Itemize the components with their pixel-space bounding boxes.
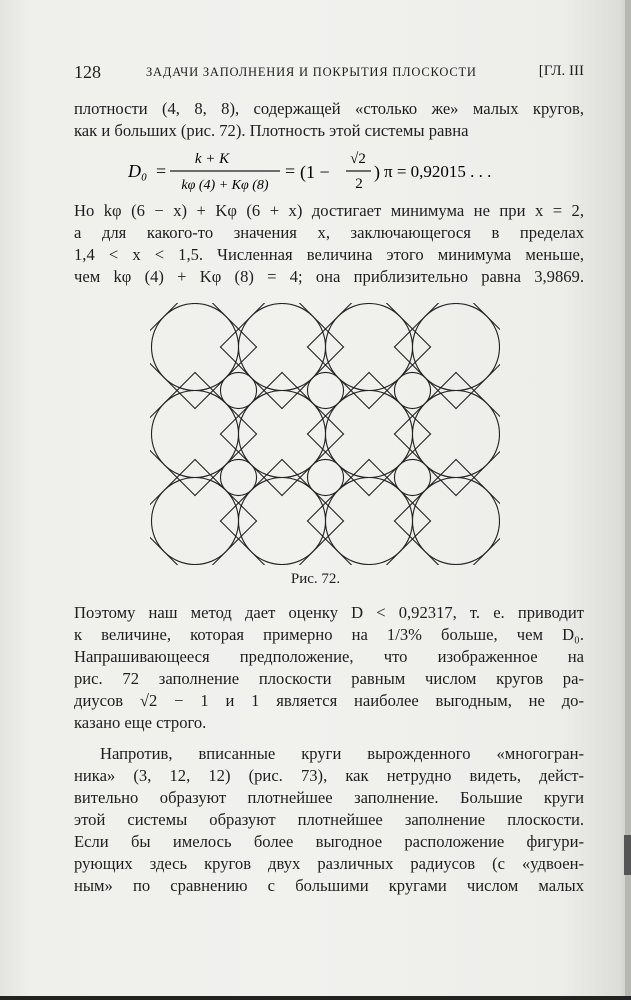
formula-denominator: kφ (4) + Kφ (8) [181,178,269,193]
text-line: Напрашивающееся предположение, что изображенное на [74,647,584,666]
density-formula [128,145,548,195]
tangent-line [456,459,500,521]
tangent-line [220,521,282,565]
circle-packing-figure [150,303,500,565]
text-line: рис. 72 заполнение плоскости равным числом кругов ра- [74,669,584,688]
formula-sqrt: √2 [350,151,366,167]
small-circle [307,459,343,495]
paragraph-1 [74,98,584,142]
text-line: Поэтому наш метод дает оценку D < 0,92317, т. е. приводит [74,603,584,622]
small-circle [307,372,343,408]
svg-text:=: = [156,161,167,181]
tangent-line [282,303,344,347]
tangent-line [369,521,431,565]
tangent-line [150,372,195,434]
tangent-line [150,434,195,496]
small-circle [394,459,430,495]
chapter-label: [ГЛ. III [538,63,584,79]
page-number: 128 [74,62,101,82]
text-line: вительно образуют плотнейшее заполнение. Большие круги [74,788,584,807]
text-line: 1,4 < x < 1,5. Численная величина этого минимума меньше, [74,245,584,264]
tangent-line [150,347,195,409]
tangent-line [456,347,500,409]
bottom-edge [0,996,631,1000]
tangent-line [394,303,456,347]
svg-text:=: = [285,161,296,181]
text-line: к величине, которая примерно на 1/3% больше, чем D₀. [74,625,584,644]
text-line: Напротив, вписанные круги вырожденного «многогран- [100,744,584,763]
text-line: казано еще строго. [74,713,207,732]
text-line: Но kφ (6 − x) + Kφ (6 + x) достигает минимума не при x = 2, [74,201,584,220]
paragraph-3 [74,602,584,734]
text-line: а для какого-то значения x, заключающегося в пределах [74,223,584,242]
text-line: плотности (4, 8, 8), содержащей «столько же» малых кругов, [74,99,584,118]
running-header [74,62,584,84]
formula-bracket-open: (1 − [300,162,330,182]
text-line: ным» по сравнению с большими кругами числом малых [74,876,584,895]
tangent-line [307,303,369,347]
tangent-line [220,303,282,347]
formula-two: 2 [355,176,363,192]
tangent-line [195,521,257,565]
text-line: этой системы образуют плотнейшее заполнение плоскости. [74,810,584,829]
figure-caption: Рис. 72. [290,571,341,587]
tangent-line [369,303,431,347]
text-line: диусов √2 − 1 и 1 является наиболее выгодным, не до- [74,691,584,710]
text-line: как и больших (рис. 72). Плотность этой системы равна [74,121,469,140]
small-circle [394,372,430,408]
running-title: ЗАДАЧИ ЗАПОЛНЕНИЯ И ПОКРЫТИЯ ПЛОСКОСТИ [146,65,477,79]
formula-bracket-close: ) [374,162,380,182]
formula-numerator: k + K [194,151,230,167]
small-circle [220,372,256,408]
tangent-line [456,372,500,434]
text-line: чем kφ (4) + Kφ (8) = 4; она приблизительно равна 3,9869. [74,267,584,286]
tangent-line [282,521,344,565]
tangent-line [150,459,195,521]
formula-result: π = 0,92015 . . . [384,162,492,181]
text-line: рующих здесь кругов двух различных радиусов (с «удвоен- [74,854,584,873]
tangent-line [307,521,369,565]
small-circle [220,459,256,495]
tangent-line [394,521,456,565]
text-line: Если бы имелось более выгодное расположение фигури- [74,832,584,851]
paragraph-4 [74,743,584,897]
figure-geometry [150,303,500,565]
formula-lhs: D₀ [128,161,148,181]
tangent-line [195,303,257,347]
edge-mark [624,835,631,875]
text-line: ника» (3, 12, 12) (рис. 73), как нетрудно видеть, дейст- [74,766,584,785]
paragraph-2 [74,200,584,288]
tangent-line [456,434,500,496]
